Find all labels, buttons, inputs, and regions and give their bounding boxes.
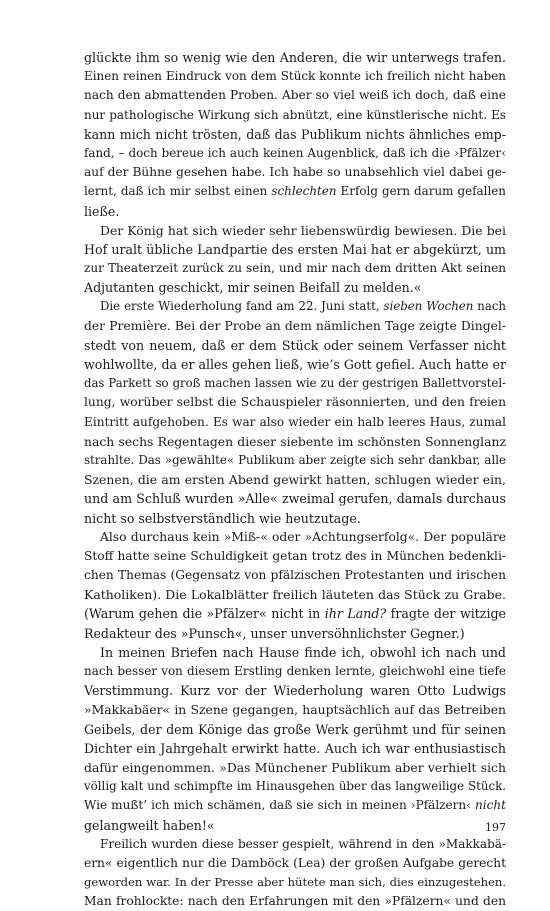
text-segment: Freilich wurden diese besser gespielt, während in den »Makkabä- (100, 836, 506, 851)
text-segment: strahlte. Das »gewählte« Publikum aber zeigte sich sehr dankbar, alle (84, 452, 506, 467)
text-line (84, 758, 506, 777)
text-line (84, 317, 506, 336)
text-segment: Eintritt aufgehoben. Es war also wieder ein halb leeres Haus, zumal (84, 414, 506, 429)
body-text (84, 48, 506, 911)
text-line (84, 432, 506, 451)
text-line (84, 816, 506, 835)
text-line (84, 374, 506, 393)
text-line (84, 873, 506, 892)
text-segment: Katholiken). Die Lokalblätter freilich läuteten das Stück zu Grabe. (84, 587, 506, 603)
text-segment: völlig kalt und schimpfte im Hinausgehen über das langweilige Stück. (84, 779, 506, 794)
text-segment: nach (473, 299, 506, 314)
text-line (84, 566, 506, 585)
text-line (84, 355, 506, 374)
text-line (84, 278, 506, 297)
text-line (84, 835, 506, 854)
text-segment: Redakteur des »Punsch«, unser unversöhnlichster Gegner.) (84, 625, 465, 641)
text-line (84, 144, 506, 163)
text-line (84, 720, 506, 739)
text-segment: stedt von neuem, daß er dem Stück oder seinem Verfasser nicht (84, 337, 506, 353)
text-line (84, 739, 506, 758)
text-line (84, 777, 506, 796)
text-line (84, 297, 506, 316)
text-line (84, 393, 506, 412)
text-segment: Man frohlockte: nach den Erfahrungen mit den »Pfälzern« und den (84, 894, 506, 909)
text-segment: lung, worüber selbst die Schauspieler räsonnierten, und den freien (84, 395, 506, 410)
text-line (84, 106, 506, 125)
text-segment: glückte ihm so wenig wie den Anderen, die wir unterwegs trafen. (84, 50, 506, 65)
text-segment: Szenen, die am ersten Abend gewirkt hatten, schlugen wieder ein, (84, 472, 506, 488)
text-line (84, 451, 506, 470)
text-segment: dafür eingenommen. »Das Münchener Publikum aber verhielt sich (84, 759, 506, 775)
text-segment: zur Theaterzeit zurück zu sein, und mir nach dem dritten Akt seinen (84, 261, 506, 276)
text-line (84, 585, 506, 604)
text-line (84, 240, 506, 259)
text-segment: Adjutanten geschickt, mir seinen Beifall zu melden.« (84, 280, 422, 296)
text-line (84, 547, 506, 566)
text-line (84, 528, 506, 547)
italic-text: sieben Wochen (383, 299, 474, 314)
text-segment: kann mich nicht trösten, daß das Publikum nichts ähnliches emp- (84, 126, 506, 142)
italic-text: nicht (475, 798, 506, 813)
text-segment: geworden war. In der Presse aber hütete man sich, dies einzugestehen. (84, 875, 506, 890)
text-line (84, 413, 506, 432)
page-number: 197 (485, 821, 506, 834)
text-segment: ern« eigentlich nur die Damböck (Lea) der großen Aufgabe gerecht (84, 855, 506, 870)
text-segment: nur pathologische Wirkung sich abnützt, eine künstlerische nicht. Es (84, 107, 506, 122)
text-line (84, 681, 506, 700)
text-segment: nach den abmattenden Proben. Aber so viel weiß ich doch, daß eine (84, 88, 506, 103)
text-line (84, 604, 506, 623)
text-line (84, 662, 506, 681)
text-segment: auf der Bühne gesehen habe. Ich habe so unabsehlich viel dabei ge- (84, 165, 506, 180)
text-segment: Erfolg gern darum gefallen (336, 184, 506, 199)
text-line (84, 48, 506, 67)
text-line (84, 796, 506, 815)
text-segment: Wie mußt’ ich mich schämen, daß sie sich in meinen ›Pfälzern‹ (84, 798, 476, 813)
text-segment: Der König hat sich wieder sehr liebenswürdig bewiesen. Die bei (100, 222, 506, 238)
text-segment: wohlwollte, da er alles gehen ließ, wie’s Gott gefiel. Auch hatte er (84, 357, 507, 372)
text-segment: Also durchaus kein »Miß-« oder »Achtungserfolg«. Der populäre (100, 529, 506, 544)
text-segment: nach besser von diesem Erstling denken lernte, gleichwohl eine tiefe (84, 664, 506, 678)
text-segment: chen Themas (Gegensatz von pfälzischen Protestanten und irischen (84, 568, 506, 583)
text-segment: Dichter ein Jahrgehalt erwirkt hatte. Auch ich war enthusiastisch (84, 740, 506, 756)
text-segment: Geibels, der dem Könige das große Werk gerühmt und für seinen (84, 721, 506, 737)
text-line (84, 509, 506, 528)
text-segment: der Première. Bei der Probe an dem nämlichen Tage zeigte Dingel- (84, 318, 506, 333)
text-line (84, 163, 506, 182)
text-line (84, 86, 506, 105)
text-segment: (Warum gehen die »Pfälzer« nicht in (84, 606, 325, 622)
italic-text: ihr Land? (324, 606, 387, 622)
text-segment: nicht so selbstverständlich wie heutzutage. (84, 510, 361, 526)
text-line (84, 202, 506, 221)
text-line (84, 624, 506, 643)
text-segment: In meinen Briefen nach Hause finde ich, obwohl ich nach und (100, 644, 506, 660)
text-line (84, 489, 506, 508)
text-segment: lernt, daß ich mir selbst einen (84, 184, 272, 199)
text-line (84, 259, 506, 278)
text-segment: Hof uralt übliche Landpartie des ersten Mai hat er abgekürzt, um (84, 241, 506, 257)
text-line (84, 854, 506, 873)
text-line (84, 470, 506, 489)
text-segment: fragte der witzige (386, 606, 506, 622)
text-line (84, 892, 506, 911)
italic-text: schlechten (271, 184, 337, 199)
text-segment: gelangweilt haben!« (84, 817, 215, 833)
text-segment: Einen reinen Eindruck von dem Stück konnte ich freilich nicht haben (84, 69, 506, 84)
text-line (84, 182, 506, 201)
text-line (84, 67, 506, 86)
text-line (84, 125, 506, 144)
text-line (84, 336, 506, 355)
text-line (84, 700, 506, 719)
text-segment: und am Schluß wurden »Alle« zweimal gerufen, damals durchaus (84, 491, 506, 507)
text-segment: Stoff hatte seine Schuldigkeit getan trotz des in München bedenkli- (84, 548, 506, 563)
text-segment: nach sechs Regentagen dieser siebente im schönsten Sonnenglanz (84, 433, 506, 449)
text-segment: ließe. (84, 203, 120, 219)
text-segment: Die erste Wiederholung fand am 22. Juni statt, (100, 299, 384, 314)
text-segment: »Makkabäer« in Szene gegangen, hauptsächlich auf das Betreiben (84, 702, 506, 718)
text-segment: Verstimmung. Kurz vor der Wiederholung waren Otto Ludwigs (84, 683, 506, 699)
text-line (84, 643, 506, 662)
text-segment: das Parkett so groß machen lassen wie zu der gestrigen Ballettvorstel- (84, 376, 506, 391)
text-line (84, 221, 506, 240)
text-segment: fand, – doch bereue ich auch keinen Augenblick, daß ich die ›Pfälzer‹ (84, 145, 506, 160)
